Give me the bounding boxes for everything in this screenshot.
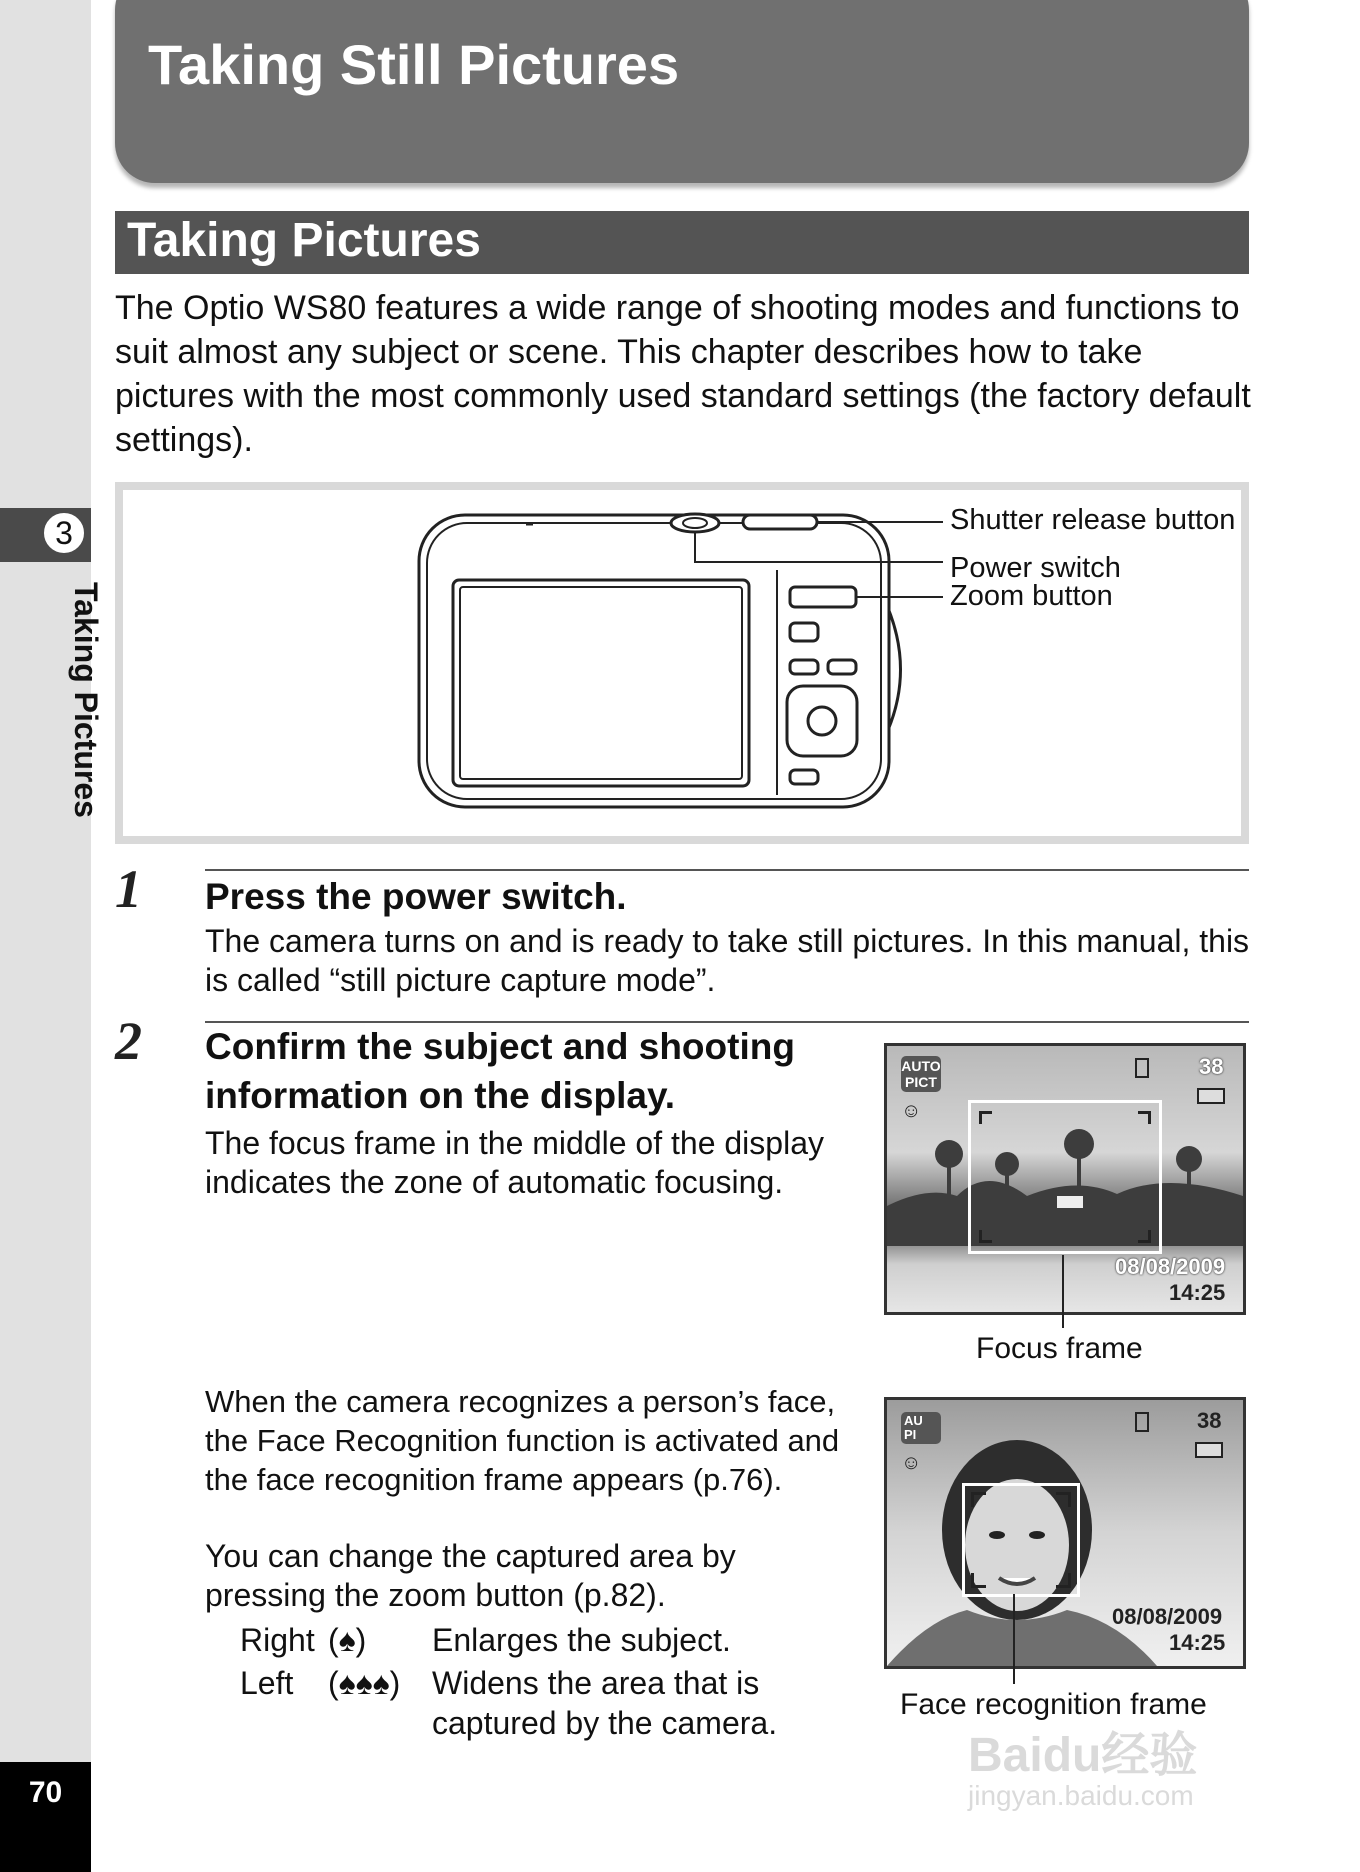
display-1-beach [884,1043,1246,1315]
zoom-tele-icon: (♠) [328,1622,367,1658]
page-number: 70 [28,1776,63,1809]
memory-card-icon [1135,1412,1149,1432]
battery-icon [1195,1442,1223,1458]
zoom-button-icon [790,587,856,607]
auto-pict-mode-icon: AU PI [901,1412,941,1444]
zoom-instruction-text: You can change the captured area by pressing the zoom button (p.82). [205,1538,736,1613]
focus-frame-leader [1062,1255,1064,1328]
camera-back-illustration [123,490,1241,836]
zoom-wide-icon: (♠♠♠) [328,1665,401,1701]
step-2-heading: Confirm the subject and shooting information on the display. [205,1026,795,1116]
zoom-button-callout: Zoom button [950,580,1113,612]
face-detection-icon: ☺ [901,1100,922,1122]
zoom-left-desc: Widens the area that is captured by the camera. [432,1665,778,1741]
face-recognition-text: When the camera recognizes a person’s face, the Face Recognition function is activated and the face recognition frame appears (p.76). [205,1384,840,1497]
step-1-body: The camera turns on and is ready to take still pictures. In this manual, this is called “still picture capture mode”. [205,923,1250,998]
step-1-heading: Press the power switch. [205,876,627,917]
step-1-number: 1 [115,859,142,919]
focus-frame [968,1100,1162,1254]
shots-remaining: 38 [1199,1054,1224,1079]
watermark-logo: Baidu经验 [968,1729,1198,1782]
zoom-right-desc: Enlarges the subject. [432,1622,731,1658]
face-frame-leader [1013,1594,1015,1684]
shutter-button-icon [743,515,817,529]
shots-remaining: 38 [1197,1408,1222,1433]
face-recognition-frame [962,1483,1080,1597]
time-readout: 14:25 [1169,1280,1226,1305]
step-2-body: The focus frame in the middle of the display indicates the zone of automatic focusing. [205,1125,824,1200]
zoom-right-label: Right [240,1622,315,1658]
step-1-rule [205,869,1249,871]
step-2-number: 2 [115,1011,142,1071]
display-2-face [884,1397,1246,1669]
time-readout: 14:25 [1169,1630,1226,1655]
intro-paragraph: The Optio WS80 features a wide range of shooting modes and functions to suit almost any subject or scene. This chapter describes how to take pictures with the most commonly used standard settings (the factory default settings). [115,289,1251,459]
power-switch-callout: Power switch [950,552,1121,584]
date-readout: 08/08/2009 [1112,1604,1223,1629]
page-title: Taking Still Pictures [148,33,680,96]
memory-card-icon [1135,1058,1149,1078]
section-title: Taking Pictures [127,214,481,267]
sidebar [0,0,91,1872]
date-readout: 08/08/2009 [1115,1254,1226,1279]
zoom-left-label: Left [240,1665,294,1701]
shutter-release-callout: Shutter release button [950,504,1236,536]
chapter-title-vertical: Taking Pictures [68,582,104,818]
face-recognition-caption: Face recognition frame [900,1688,1207,1721]
power-switch-icon [671,514,719,532]
watermark-url: jingyan.baidu.com [968,1780,1194,1811]
camera-screen [453,580,749,786]
focus-frame-caption: Focus frame [976,1332,1143,1365]
face-detection-icon: ☺ [901,1452,922,1474]
auto-pict-mode-icon: AUTO PICT [901,1058,941,1090]
chapter-number: 3 [42,511,86,555]
battery-icon [1197,1088,1225,1104]
